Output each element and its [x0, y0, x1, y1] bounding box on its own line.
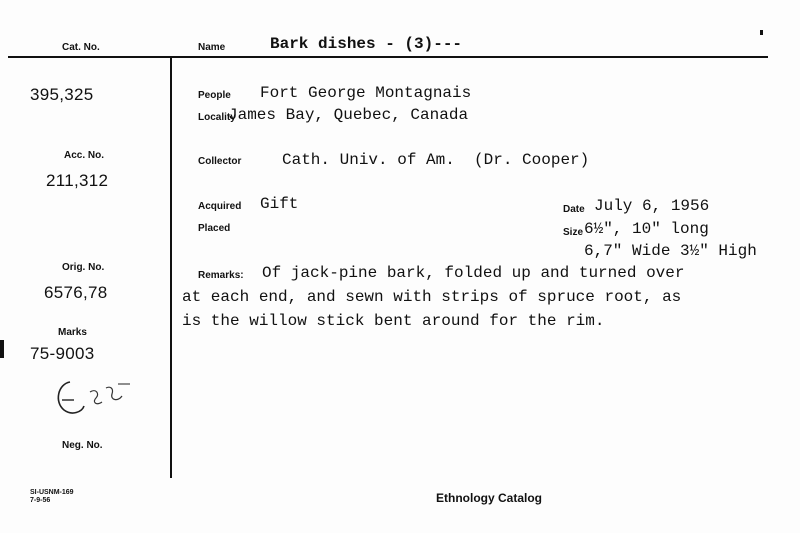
size-value-line1: 6½", 10" long: [584, 220, 709, 238]
orig-no-label: Orig. No.: [62, 262, 105, 273]
neg-no-label: Neg. No.: [62, 440, 103, 451]
people-value: Fort George Montagnais: [260, 84, 472, 102]
marks-value: 75-9003: [30, 344, 95, 363]
acquired-label: Acquired: [198, 201, 242, 212]
cat-no-value: 395,325: [30, 85, 94, 104]
placed-label: Placed: [198, 223, 231, 234]
orig-no-value: 6576,78: [44, 283, 108, 302]
marks-label: Marks: [58, 327, 87, 338]
remarks-line-2: at each end, and sewn with strips of spruce root, as: [182, 288, 682, 306]
handwritten-scribble: [48, 374, 138, 424]
form-code: [30, 489, 74, 505]
acc-no-value: 211,312: [46, 171, 109, 190]
left-edge-mark: [0, 340, 4, 358]
size-label: Size: [563, 227, 584, 238]
people-label: People: [198, 90, 231, 101]
cat-no-label: Cat. No.: [62, 42, 100, 53]
collector-value: Cath. Univ. of Am. (Dr. Cooper): [282, 151, 590, 169]
header-rule: [8, 56, 768, 58]
right-edge-mark: [760, 30, 763, 35]
date-value: July 6, 1956: [594, 197, 710, 215]
locality-value: James Bay, Quebec, Canada: [228, 106, 469, 124]
acc-no-label: Acc. No.: [64, 150, 105, 161]
name-label: Name: [198, 42, 226, 53]
name-value: Bark dishes - (3)---: [270, 35, 463, 53]
acquired-value: Gift: [260, 195, 299, 213]
column-divider: [170, 58, 172, 478]
remarks-label: Remarks:: [198, 270, 244, 281]
collector-label: Collector: [198, 156, 242, 167]
catalog-footer: Ethnology Catalog: [436, 491, 542, 505]
date-label: Date: [563, 204, 585, 215]
remarks-line-3: is the willow stick bent around for the rim.: [182, 312, 605, 330]
form-code-text: SI-USNM-169 7-9-56: [30, 489, 74, 504]
remarks-line-1: Of jack-pine bark, folded up and turned over: [262, 264, 685, 282]
locality-label: Locality: [198, 112, 236, 123]
size-value-line2: 6,7" Wide 3½" High: [584, 242, 757, 260]
